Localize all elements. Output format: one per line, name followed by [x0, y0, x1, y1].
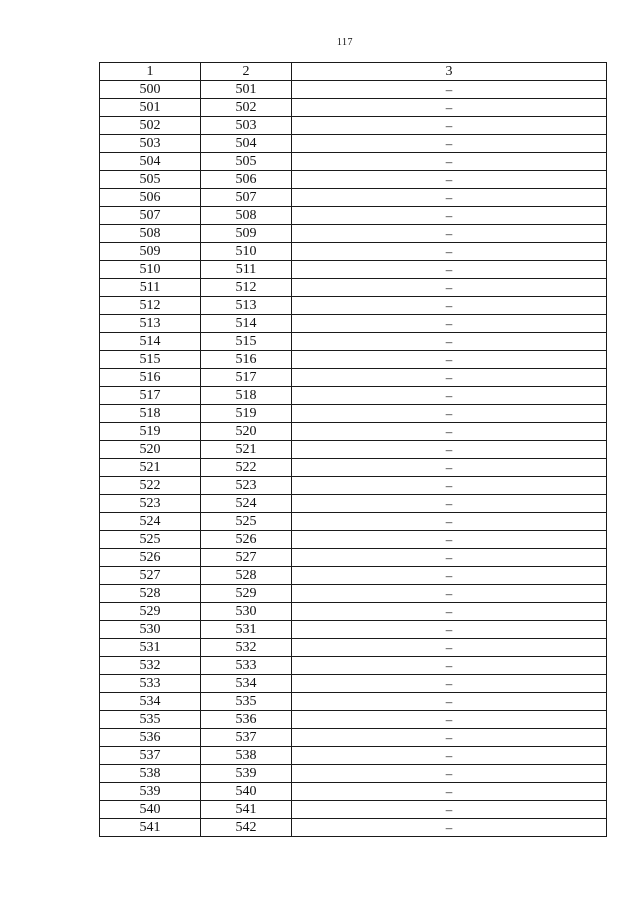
table-cell-col-2: 534	[201, 675, 292, 693]
table-cell-col-2: 504	[201, 135, 292, 153]
table-cell-col-2: 520	[201, 423, 292, 441]
table-cell-col-3: –	[292, 621, 607, 639]
table-cell-col-3: –	[292, 387, 607, 405]
table-row	[100, 387, 607, 405]
table-cell-col-3: –	[292, 279, 607, 297]
table-cell-col-3: –	[292, 441, 607, 459]
table-cell-col-1: 529	[100, 603, 201, 621]
table-cell-col-3: –	[292, 135, 607, 153]
table-cell-col-2: 510	[201, 243, 292, 261]
table-header	[100, 63, 607, 81]
column-header-3: 3	[292, 63, 607, 81]
table-cell-col-2: 503	[201, 117, 292, 135]
table-cell-col-3: –	[292, 297, 607, 315]
table-cell-col-1: 514	[100, 333, 201, 351]
table-cell-col-2: 513	[201, 297, 292, 315]
table-cell-col-2: 523	[201, 477, 292, 495]
table-cell-col-2: 542	[201, 819, 292, 837]
table-cell-col-1: 508	[100, 225, 201, 243]
table-row	[100, 171, 607, 189]
table-cell-col-1: 510	[100, 261, 201, 279]
table-cell-col-2: 514	[201, 315, 292, 333]
table-row	[100, 135, 607, 153]
table-cell-col-1: 518	[100, 405, 201, 423]
table-row	[100, 477, 607, 495]
table-row	[100, 243, 607, 261]
table-cell-col-1: 528	[100, 585, 201, 603]
table-cell-col-1: 515	[100, 351, 201, 369]
table-cell-col-3: –	[292, 675, 607, 693]
table-cell-col-1: 533	[100, 675, 201, 693]
table-cell-col-2: 518	[201, 387, 292, 405]
table-cell-col-2: 537	[201, 729, 292, 747]
table-cell-col-2: 528	[201, 567, 292, 585]
table-cell-col-2: 505	[201, 153, 292, 171]
table-row	[100, 549, 607, 567]
table-row	[100, 153, 607, 171]
table-cell-col-2: 535	[201, 693, 292, 711]
table-row	[100, 765, 607, 783]
table-row	[100, 369, 607, 387]
table-cell-col-2: 516	[201, 351, 292, 369]
table-row	[100, 315, 607, 333]
table-cell-col-3: –	[292, 765, 607, 783]
table-cell-col-2: 541	[201, 801, 292, 819]
table-cell-col-1: 505	[100, 171, 201, 189]
table-cell-col-1: 504	[100, 153, 201, 171]
table-cell-col-3: –	[292, 153, 607, 171]
table-body	[100, 81, 607, 837]
table-cell-col-2: 539	[201, 765, 292, 783]
table-cell-col-2: 525	[201, 513, 292, 531]
table-cell-col-1: 501	[100, 99, 201, 117]
table-cell-col-2: 533	[201, 657, 292, 675]
table-cell-col-2: 531	[201, 621, 292, 639]
table-row	[100, 225, 607, 243]
table-row	[100, 279, 607, 297]
table-row	[100, 513, 607, 531]
table-cell-col-3: –	[292, 693, 607, 711]
table-cell-col-1: 519	[100, 423, 201, 441]
table-cell-col-3: –	[292, 117, 607, 135]
table-cell-col-1: 517	[100, 387, 201, 405]
table-row	[100, 747, 607, 765]
table-cell-col-3: –	[292, 747, 607, 765]
table-cell-col-1: 535	[100, 711, 201, 729]
table-cell-col-1: 509	[100, 243, 201, 261]
table-row	[100, 495, 607, 513]
table-row	[100, 693, 607, 711]
table-cell-col-3: –	[292, 567, 607, 585]
table-cell-col-2: 507	[201, 189, 292, 207]
table-cell-col-3: –	[292, 81, 607, 99]
table-row	[100, 657, 607, 675]
table-row	[100, 351, 607, 369]
table-row	[100, 567, 607, 585]
table-cell-col-3: –	[292, 585, 607, 603]
table-row	[100, 261, 607, 279]
table-row	[100, 297, 607, 315]
table-cell-col-1: 503	[100, 135, 201, 153]
table-cell-col-3: –	[292, 333, 607, 351]
table-cell-col-2: 501	[201, 81, 292, 99]
table-cell-col-1: 500	[100, 81, 201, 99]
table-cell-col-2: 529	[201, 585, 292, 603]
table-cell-col-1: 537	[100, 747, 201, 765]
table-cell-col-3: –	[292, 729, 607, 747]
table-cell-col-3: –	[292, 495, 607, 513]
header-row	[100, 63, 607, 81]
table-row	[100, 441, 607, 459]
table-cell-col-2: 522	[201, 459, 292, 477]
table-cell-col-1: 513	[100, 315, 201, 333]
table-cell-col-3: –	[292, 171, 607, 189]
table-cell-col-3: –	[292, 189, 607, 207]
table-cell-col-3: –	[292, 603, 607, 621]
table-cell-col-2: 540	[201, 783, 292, 801]
column-header-1: 1	[100, 63, 201, 81]
table-row	[100, 405, 607, 423]
table-cell-col-1: 511	[100, 279, 201, 297]
table-row	[100, 81, 607, 99]
table-row	[100, 729, 607, 747]
table-cell-col-2: 526	[201, 531, 292, 549]
table-cell-col-3: –	[292, 369, 607, 387]
table-cell-col-2: 506	[201, 171, 292, 189]
table-row	[100, 639, 607, 657]
table-cell-col-3: –	[292, 243, 607, 261]
table-row	[100, 207, 607, 225]
table-cell-col-1: 506	[100, 189, 201, 207]
table-cell-col-1: 516	[100, 369, 201, 387]
table-row	[100, 783, 607, 801]
table-cell-col-2: 515	[201, 333, 292, 351]
table-cell-col-1: 522	[100, 477, 201, 495]
table-cell-col-1: 527	[100, 567, 201, 585]
table-cell-col-3: –	[292, 315, 607, 333]
table-cell-col-1: 538	[100, 765, 201, 783]
table-cell-col-3: –	[292, 801, 607, 819]
table-row	[100, 333, 607, 351]
table-row	[100, 675, 607, 693]
table-cell-col-3: –	[292, 783, 607, 801]
table-cell-col-1: 526	[100, 549, 201, 567]
page-number: 117	[336, 37, 354, 48]
table-cell-col-1: 534	[100, 693, 201, 711]
table-cell-col-2: 532	[201, 639, 292, 657]
table-cell-col-3: –	[292, 459, 607, 477]
table-cell-col-1: 540	[100, 801, 201, 819]
table-cell-col-2: 511	[201, 261, 292, 279]
data-table	[99, 62, 607, 837]
table-cell-col-1: 520	[100, 441, 201, 459]
table-row	[100, 117, 607, 135]
table-cell-col-1: 532	[100, 657, 201, 675]
table-cell-col-2: 536	[201, 711, 292, 729]
column-header-2: 2	[201, 63, 292, 81]
table-cell-col-2: 521	[201, 441, 292, 459]
table-row	[100, 531, 607, 549]
table-cell-col-3: –	[292, 477, 607, 495]
table-cell-col-3: –	[292, 423, 607, 441]
table-cell-col-3: –	[292, 639, 607, 657]
table-row	[100, 819, 607, 837]
table-cell-col-3: –	[292, 99, 607, 117]
table-row	[100, 189, 607, 207]
table-cell-col-3: –	[292, 657, 607, 675]
table-row	[100, 801, 607, 819]
table-cell-col-1: 507	[100, 207, 201, 225]
table-cell-col-1: 524	[100, 513, 201, 531]
table-row	[100, 621, 607, 639]
table-row	[100, 99, 607, 117]
table-cell-col-2: 538	[201, 747, 292, 765]
table-cell-col-2: 527	[201, 549, 292, 567]
table-cell-col-3: –	[292, 819, 607, 837]
table-cell-col-1: 502	[100, 117, 201, 135]
table-cell-col-3: –	[292, 225, 607, 243]
table-cell-col-1: 523	[100, 495, 201, 513]
table-cell-col-1: 525	[100, 531, 201, 549]
table-row	[100, 603, 607, 621]
table-cell-col-2: 524	[201, 495, 292, 513]
table-cell-col-2: 502	[201, 99, 292, 117]
table-row	[100, 423, 607, 441]
table-cell-col-3: –	[292, 351, 607, 369]
table-cell-col-3: –	[292, 261, 607, 279]
table-cell-col-2: 530	[201, 603, 292, 621]
table-cell-col-1: 512	[100, 297, 201, 315]
table-cell-col-3: –	[292, 531, 607, 549]
table-cell-col-1: 539	[100, 783, 201, 801]
table-cell-col-1: 531	[100, 639, 201, 657]
table-cell-col-2: 519	[201, 405, 292, 423]
table-cell-col-2: 512	[201, 279, 292, 297]
table-cell-col-2: 508	[201, 207, 292, 225]
table-cell-col-1: 536	[100, 729, 201, 747]
table-cell-col-1: 541	[100, 819, 201, 837]
table-cell-col-3: –	[292, 513, 607, 531]
table-row	[100, 459, 607, 477]
table-row	[100, 711, 607, 729]
table-cell-col-1: 521	[100, 459, 201, 477]
table-cell-col-3: –	[292, 549, 607, 567]
table-cell-col-2: 509	[201, 225, 292, 243]
table-cell-col-2: 517	[201, 369, 292, 387]
table-cell-col-3: –	[292, 405, 607, 423]
table-cell-col-1: 530	[100, 621, 201, 639]
table-cell-col-3: –	[292, 207, 607, 225]
table-row	[100, 585, 607, 603]
table-cell-col-3: –	[292, 711, 607, 729]
